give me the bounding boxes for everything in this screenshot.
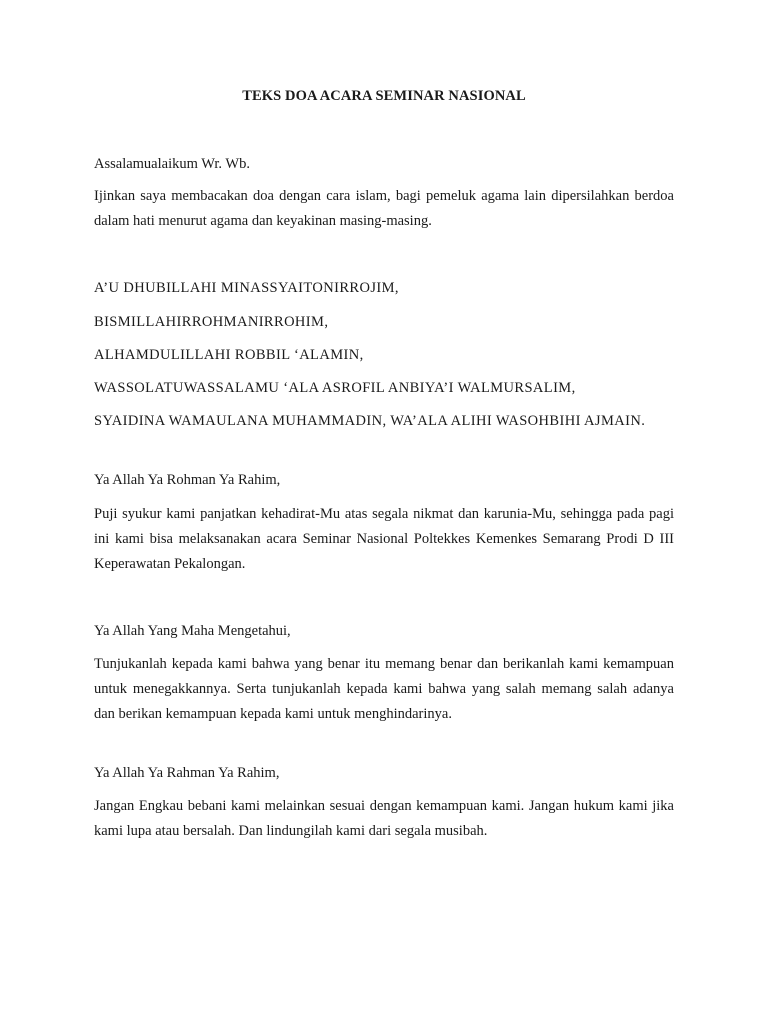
opening-line-4: WASSOLATUWASSALAMU ‘ALA ASROFIL ANBIYA’I WALMURSALIM, (94, 380, 576, 396)
section-2-heading: Ya Allah Yang Maha Mengetahui, (94, 623, 291, 639)
section-3-heading: Ya Allah Ya Rahman Ya Rahim, (94, 765, 280, 781)
section-1-body: Puji syukur kami panjatkan kehadirat-Mu atas segala nikmat dan karunia-Mu, sehingga pada pagi ini kami bisa melaksanakan acara Seminar Nasional Poltekkes Kemenkes Semarang Prodi D III Keperawatan Pekalongan. (94, 506, 674, 572)
opening-line-1: A’U DHUBILLAHI MINASSYAITONIRROJIM, (94, 280, 399, 296)
section-3-body: Jangan Engkau bebani kami melainkan sesuai dengan kemampuan kami. Jangan hukum kami jika kami lupa atau bersalah. Dan lindungilah kami dari segala musibah. (94, 798, 674, 839)
section-2-body: Tunjukanlah kepada kami bahwa yang benar itu memang benar dan berikanlah kami kemampuan untuk menegakkannya. Serta tunjukanlah kepada kami bahwa yang salah memang salah adanya dan berikan kemampuan kepada kami untuk menghindarinya. (94, 656, 674, 722)
greeting: Assalamualaikum Wr. Wb. (94, 156, 250, 172)
section-1-heading: Ya Allah Ya Rohman Ya Rahim, (94, 472, 281, 488)
intro-paragraph: Ijinkan saya membacakan doa dengan cara islam, bagi pemeluk agama lain dipersilahkan berdoa dalam hati menurut agama dan keyakinan masing-masing. (94, 188, 674, 229)
opening-line-3: ALHAMDULILLAHI ROBBIL ‘ALAMIN, (94, 347, 364, 363)
opening-line-2: BISMILLAHIRROHMANIRROHIM, (94, 314, 329, 330)
opening-line-5: SYAIDINA WAMAULANA MUHAMMADIN, WA’ALA ALIHI WASOHBIHI AJMAIN. (94, 413, 646, 429)
document-title: TEKS DOA ACARA SEMINAR NASIONAL (242, 88, 526, 104)
